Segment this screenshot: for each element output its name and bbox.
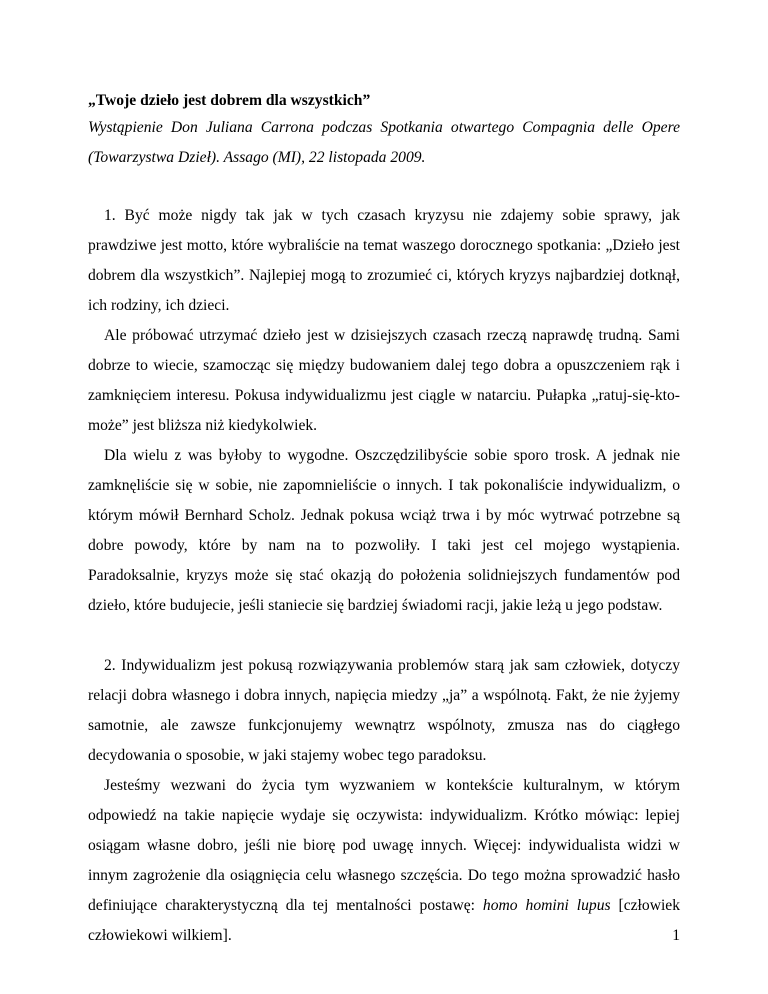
translation-text: [człowiek człowiekowi wilkiem]. — [88, 897, 680, 944]
paragraph-text: Jesteśmy wezwani do życia tym wyzwaniem w kontekście kulturalnym, w którym odpowiedź na takie napięcie wydaje się oczywista: indywidualizm. Krótko mówiąc: lepiej osiągam własne dobro, jeśli nie biorę pod uwagę innych. Więcej: indywidualista widzi w innym zagrożenie dla osiągnięcia celu własnego szczęścia. Do tego można sprowadzić hasło definiujące charakterystyczną dla tej mentalności postawę: — [88, 777, 680, 914]
document-page — [88, 89, 680, 951]
spacer — [88, 621, 680, 651]
section-1-paragraph-2: Ale próbować utrzymać dzieło jest w dzisiejszych czasach rzeczą naprawdę trudną. Sami dobrze to wiecie, szamocząc się między budowaniem dalej tego dobra a opuszczeniem rąk i zamknięciem interesu. Pokusa indywidualizmu jest ciągle w natarciu. Pułapka „ratuj-się-kto-może” jest bliższa niż kiedykolwiek. — [88, 327, 680, 434]
section-2-paragraph-1: 2. Indywidualizm jest pokusą rozwiązywania problemów starą jak sam człowiek, dotyczy relacji dobra własnego i dobra innych, napięcia miedzy „ja” a wspólnotą. Fakt, że nie żyjemy samotnie, ale zawsze funkcjonujemy wewnątrz wspólnoty, zmusza nas do ciągłego decydowania o sposobie, w jaki stajemy wobec tego paradoksu. — [88, 657, 680, 764]
latin-phrase: homo homini lupus — [482, 897, 611, 914]
page-number: 1 — [672, 927, 680, 944]
section-1-paragraph-1: 1. Być może nigdy tak jak w tych czasach kryzysu nie zdajemy sobie sprawy, jak prawdziwe jest motto, które wybraliście na temat waszego dorocznego spotkania: „Dzieło jest dobrem dla wszystkich”. Najlepiej mogą to zrozumieć ci, których kryzys najbardziej dotknął, ich rodziny, ich dzieci. — [88, 207, 680, 314]
document-subtitle: Wystąpienie Don Juliana Carrona podczas Spotkania otwartego Compagnia delle Opere (Towarzystwa Dzieł). Assago (MI), 22 listopada 2009. — [88, 119, 680, 166]
section-2-paragraph-2 — [88, 771, 680, 951]
document-title: „Twoje dzieło jest dobrem dla wszystkich” — [88, 92, 371, 109]
spacer — [88, 173, 680, 201]
section-1-paragraph-3: Dla wielu z was byłoby to wygodne. Oszczędzilibyście sobie sporo trosk. A jednak nie zamknęliście się w sobie, nie zapomnieliście o innych. I tak pokonaliście indywidualizm, o którym mówił Bernhard Scholz. Jednak pokusa wciąż trwa i by móc wytrwać potrzebne są dobre powody, które by nam na to pozwoliły. I taki jest cel mojego wystąpienia. Paradoksalnie, kryzys może się stać okazją do położenia solidniejszych fundamentów pod dzieło, które budujecie, jeśli staniecie się bardziej świadomi racji, jakie leżą u jego podstaw. — [88, 447, 680, 614]
